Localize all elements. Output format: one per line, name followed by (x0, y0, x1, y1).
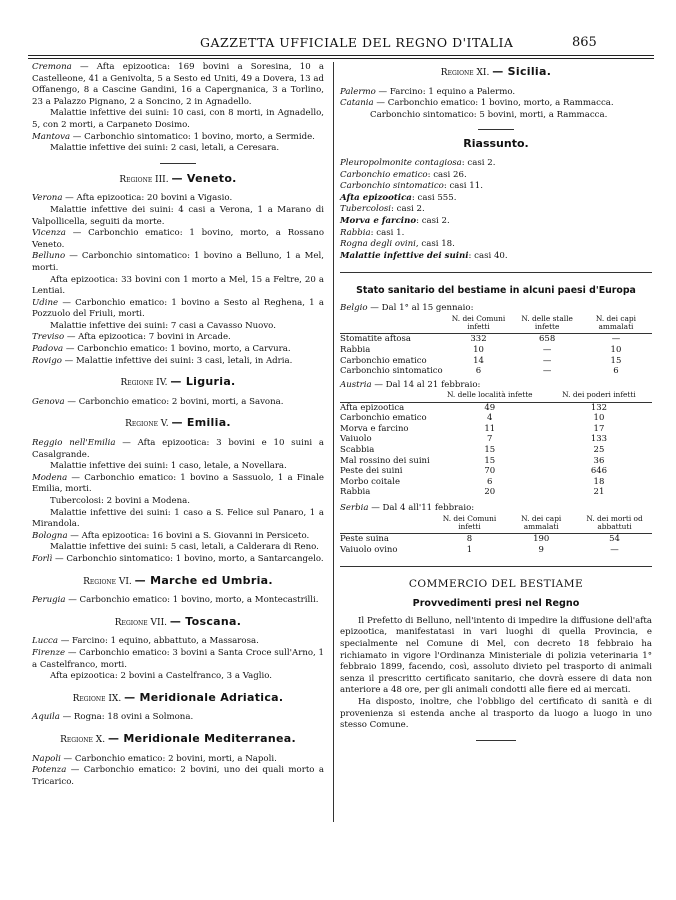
entry-text: — Carbonchio ematico: 1 bovino, morto, a Carvura. (63, 344, 291, 355)
region-heading-marche-umbria (32, 575, 324, 589)
entry-forli (32, 554, 324, 566)
cell-value: 132 (590, 402, 608, 413)
entry-cremona (32, 62, 324, 108)
riassunto-item (340, 181, 652, 193)
cell-value: 190 (533, 534, 550, 545)
belgio-table (340, 315, 652, 377)
place-name: Palermo (340, 86, 376, 97)
header-rule (28, 55, 654, 56)
riassunto-item (340, 239, 652, 251)
region-label: Regione IV. (120, 378, 168, 389)
region-name: — Liguria. (170, 375, 236, 389)
cell-value: 36 (593, 455, 605, 466)
case-count: : casi 26. (427, 169, 467, 180)
entry-text: — Carbonchio ematico: 2 bovini, morti, a Savona. (64, 396, 284, 407)
entry-text: — Carbonchio sintomatico: 1 bovino a Belluno, 1 a Mel, morti. (32, 251, 324, 273)
cell-value: — (542, 344, 552, 355)
page-number: 865 (572, 35, 597, 50)
row-label: Mal rossino dei suini (340, 455, 430, 466)
case-count: : casi 40. (468, 250, 508, 261)
row-label: Scabbia (340, 445, 375, 456)
cell-value: 18 (593, 476, 605, 487)
entry-text: — Carbonchio sintomatico: 1 bovino, morto, a Sermide. (70, 131, 315, 142)
column-header (340, 315, 443, 334)
entry-catania-sintomatico: Carbonchio sintomatico: 5 bovini, morti, a Rammacca. (370, 109, 608, 120)
cell-value: 17 (593, 423, 605, 434)
case-count: , casi 18. (415, 239, 455, 250)
country-name: Serbia (340, 503, 369, 514)
header-rule-thin (28, 58, 654, 59)
row-label: Morva e farcino (340, 423, 409, 434)
entry-firenze-afta: Afta epizootica: 2 bovini a Castelfranco, 3 a Vaglio. (50, 671, 273, 682)
entry-potenza (32, 765, 324, 788)
column-header (340, 391, 434, 402)
cell-value: 646 (590, 466, 608, 477)
riassunto-item (340, 158, 652, 170)
country-belgio (340, 303, 652, 315)
row-label: Rabbia (340, 344, 371, 355)
place-name: Belluno (32, 251, 66, 262)
riassunto-list (340, 158, 652, 262)
table-row (340, 477, 652, 488)
table-row (340, 402, 652, 413)
disease-name: Carbonchio sintomatico (340, 181, 444, 192)
region-label: Regione V. (125, 419, 169, 430)
place-name: Lucca (32, 636, 58, 647)
cell-value: 7 (487, 434, 493, 445)
cell-value: 6 (613, 366, 619, 377)
section-separator (160, 163, 196, 164)
end-separator (476, 740, 516, 741)
case-count: : casi 1. (370, 227, 405, 238)
place-name: Udine (32, 297, 59, 308)
table-header-row (340, 315, 652, 334)
region-label: Regione III. (119, 174, 169, 185)
column-header: N. dei morti od abbattuti (577, 515, 652, 534)
place-name: Potenza (32, 765, 67, 776)
entry-text: — Malattie infettive dei suini: 3 casi, letali, in Adria. (61, 355, 293, 366)
entry-text: — Afta epizootica: 3 bovini e 10 suini a Casalgrande. (32, 438, 324, 460)
row-label: Rabbia (340, 487, 371, 498)
entry-cremona-suini: Malattie infettive dei suini: 10 casi, con 8 morti, in Agnadello, 5, con 2 morti, a Carpaneto Dosimo. (32, 108, 324, 130)
place-name: Perugia (32, 595, 66, 606)
entry-padova (32, 344, 324, 356)
column-header: N. dei capi ammalati (505, 515, 577, 534)
entry-modena-tubercolosi: Tubercolosi: 2 bovini a Modena. (50, 496, 190, 506)
place-name: Forlì (32, 553, 53, 564)
entry-udine (32, 298, 324, 321)
row-label: Afta epizootica (340, 402, 405, 413)
table-row (340, 413, 652, 424)
entry-text: — Carbonchio ematico: 1 bovino, morto, a Rossano Veneto. (32, 228, 324, 250)
entry-text: — Carbonchio sintomatico: 1 bovino, morto, a Santarcangelo. (52, 553, 324, 564)
disease-name: Tubercolosi (340, 204, 392, 215)
cell-value: — (610, 545, 619, 556)
disease-name: Afta epizootica (340, 192, 412, 203)
row-label: Carbonchio ematico (340, 355, 427, 366)
entry-reggio-suini: Malattie infettive dei suini: 1 caso, letale, a Novellara. (50, 461, 287, 472)
cell-value: 11 (484, 423, 496, 434)
cell-value: 332 (470, 334, 487, 345)
cell-value: 49 (484, 402, 496, 413)
table-header-row (340, 391, 652, 402)
table-row (340, 534, 652, 545)
table-row (340, 366, 652, 377)
column-header: N. dei capi ammalati (580, 315, 652, 334)
disease-name: Rabbia (340, 227, 371, 238)
region-name: — Emilia. (171, 416, 231, 430)
cell-value: 25 (593, 445, 605, 456)
entry-text: — Carbonchio ematico: 1 bovino, morto, a Rammacca. (373, 98, 614, 109)
section-separator (478, 129, 514, 130)
column-divider (333, 62, 334, 822)
riassunto-item (340, 228, 652, 240)
cell-value: 10 (473, 344, 484, 355)
place-name: Genova (32, 396, 65, 407)
gazette-header-title: GAZZETTA UFFICIALE DEL REGNO D'ITALIA (200, 35, 514, 50)
row-label: Peste suina (340, 534, 389, 545)
left-column (32, 62, 324, 788)
entry-napoli (32, 754, 324, 766)
table-row (340, 545, 652, 556)
region-label: Regione VII. (114, 617, 167, 628)
table-row (340, 334, 652, 345)
case-count: : casi 2. (416, 215, 450, 226)
place-name: Mantova (32, 131, 71, 142)
riassunto-item (340, 204, 652, 216)
cell-value: 133 (590, 434, 608, 445)
cell-value: 70 (484, 466, 496, 477)
entry-mantova (32, 132, 324, 144)
region-label: Regione X. (60, 734, 106, 745)
region-heading-meridionale-adriatica (32, 692, 324, 706)
column-header (340, 515, 434, 534)
provvedimenti-subheading: Provvedimenti presi nel Regno (412, 598, 580, 610)
entry-palermo (340, 87, 652, 99)
entry-text: — Afta epizootica: 7 bovini in Arcade. (64, 332, 231, 343)
cell-value: 4 (487, 413, 493, 424)
region-name: — Toscana. (169, 614, 242, 628)
section-rule (340, 272, 652, 273)
cell-value: 8 (466, 534, 473, 545)
entry-text: — Carbonchio ematico: 2 bovini, uno dei quali morto a Tricarico. (32, 765, 324, 787)
entry-genova (32, 397, 324, 409)
entry-text: — Afta epizootica: 169 bovini a Soresina, 10 a Castelleone, 41 a Genivolta, 5 a Sesto ed Uniti, 49 a Dovera, 13 ad Offanengo, 8 a Cascine Gandini, 16 a Capergnanica, 3 a Torlino, 23 a Palazzo Pignano, 2 a Soncino, 2 in Agnadello. (32, 62, 324, 107)
table-row (340, 345, 652, 356)
disease-name: Rogna degli ovini (340, 239, 416, 250)
region-name: — Meridionale Mediterranea. (107, 731, 296, 745)
country-period: — Dal 14 al 21 febbraio: (371, 379, 481, 390)
cell-value: 10 (593, 413, 605, 424)
column-header: N. dei poderi infetti (546, 391, 652, 402)
row-label: Stomatite aftosa (340, 334, 411, 345)
region-heading-meridionale-mediterranea (32, 733, 324, 747)
entry-catania (340, 98, 652, 110)
cell-value: 6 (487, 476, 493, 487)
place-name: Padova (32, 344, 64, 355)
column-header: N. delle località infette (434, 391, 546, 402)
entry-perugia (32, 595, 324, 607)
table-row (340, 466, 652, 477)
disease-name: Pleuropolmonite contagiosa (340, 157, 462, 168)
table-row (340, 445, 652, 456)
region-heading-liguria (32, 376, 324, 390)
entry-vicenza (32, 228, 324, 251)
cell-value: 1 (466, 545, 473, 556)
entry-text: — Rogna: 18 ovini a Solmona. (59, 712, 194, 723)
cell-value: 658 (539, 334, 556, 345)
region-label: Regione IX. (72, 693, 122, 704)
entry-text: — Carbonchio ematico: 2 bovini, morti, a Napoli. (60, 753, 277, 764)
commercio-heading: COMMERCIO DEL BESTIAME (408, 577, 584, 590)
entry-text: — Carbonchio ematico: 1 bovino a Sesto al Reghena, 1 a Pozzuolo del Friuli, morti. (32, 297, 324, 320)
table-row (340, 487, 652, 498)
entry-udine-suini: Malattie infettive dei suini: 7 casi a Cavasso Nuovo. (50, 320, 276, 331)
stato-sanitario-heading: Stato sanitario del bestiame in alcuni paesi d'Europa (356, 285, 636, 297)
entry-belluno (32, 251, 324, 274)
cell-value: 15 (484, 455, 496, 466)
region-label: Regione XI. (440, 68, 490, 78)
cell-value: 10 (610, 344, 622, 355)
region-heading-toscana (32, 616, 324, 630)
country-period: — Dal 1° al 15 gennaio: (367, 302, 474, 313)
region-name: — Sicilia. (492, 65, 552, 78)
entry-reggio (32, 438, 324, 461)
entry-lucca (32, 636, 324, 648)
table-row (340, 434, 652, 445)
cell-value: 15 (484, 445, 496, 456)
cell-value: 6 (475, 366, 482, 377)
austria-table (340, 391, 652, 498)
place-name: Verona (32, 193, 63, 204)
riassunto-heading: Riassunto. (463, 137, 529, 151)
row-label: Carbonchio sintomatico (340, 366, 443, 377)
disease-name: Morva e farcino (340, 215, 417, 226)
country-name: Austria (340, 379, 372, 390)
place-name: Catania (340, 98, 374, 109)
entry-treviso (32, 332, 324, 344)
place-name: Firenze (32, 647, 66, 658)
place-name: Reggio nell'Emilia (32, 438, 116, 449)
region-name: — Marche ed Umbria. (134, 573, 273, 587)
place-name: Cremona (32, 62, 72, 72)
row-label: Peste dei suini (340, 466, 403, 477)
region-name: — Meridionale Adriatica. (124, 690, 284, 704)
country-name: Belgio (340, 302, 368, 313)
place-name: Treviso (32, 332, 65, 343)
entry-text: — Farcino: 1 equino, abbattuto, a Massarosa. (58, 636, 259, 647)
row-label: Morbo coitale (340, 476, 400, 487)
entry-text: — Afta epizootica: 16 bovini a S. Giovanni in Persiceto. (67, 530, 310, 541)
entry-rovigo (32, 356, 324, 368)
cell-value: — (542, 366, 552, 377)
disease-name: Malattie infettive dei suini (340, 250, 469, 261)
disease-name: Carbonchio ematico (340, 169, 428, 180)
cell-value: 20 (484, 487, 496, 498)
entry-aquila (32, 712, 324, 724)
entry-modena (32, 473, 324, 496)
country-serbia (340, 503, 652, 515)
table-row (340, 456, 652, 467)
column-header: N. dei Comuni infetti (434, 515, 506, 534)
place-name: Rovigo (32, 355, 62, 366)
case-count: : casi 2. (391, 204, 425, 215)
riassunto-item (340, 193, 652, 205)
table-row (340, 424, 652, 435)
place-name: Vicenza (32, 228, 66, 239)
column-header: N. dei Comuni infetti (443, 315, 515, 334)
entry-text: — Carbonchio ematico: 1 bovino, morto, a Montecastrilli. (65, 595, 319, 606)
entry-verona-suini: Malattie infettive dei suini: 4 casi a Verona, 1 a Marano di Valpollicella, seguiti da morte. (32, 204, 324, 227)
cell-value: 21 (593, 487, 605, 498)
cell-value: 14 (473, 355, 484, 366)
entry-text: — Carbonchio ematico: 3 bovini a Santa Croce sull'Arno, 1 a Castelfranco, morti. (32, 647, 324, 670)
case-count: : casi 11. (443, 181, 483, 192)
case-count: : casi 2. (461, 157, 496, 168)
cell-value: 15 (610, 355, 622, 366)
entry-text: — Farcino: 1 equino a Palermo. (375, 86, 516, 97)
row-label: Vaiuolo (340, 434, 372, 445)
table-header-row (340, 515, 652, 534)
place-name: Bologna (32, 530, 68, 541)
region-heading-sicilia (340, 66, 652, 80)
right-column (340, 62, 652, 741)
riassunto-item (340, 251, 652, 263)
table-row (340, 356, 652, 367)
entry-verona (32, 193, 324, 205)
entry-belluno-afta: Afta epizootica: 33 bovini con 1 morto a Mel, 15 a Feltre, 20 a Lentiai. (32, 274, 324, 297)
entry-mantova-suini: Malattie infettive dei suini: 2 casi, letali, a Ceresara. (50, 143, 280, 154)
section-rule (340, 566, 652, 567)
place-name: Aquila (32, 712, 60, 723)
entry-text: — Carbonchio ematico: 1 bovino a Sassuolo, 1 a Finale Emilia, morti. (32, 472, 324, 495)
place-name: Modena (32, 472, 68, 483)
region-heading-veneto (32, 173, 324, 187)
cell-value: 9 (538, 545, 544, 556)
country-period: — Dal 4 all'11 febbraio: (368, 503, 475, 514)
commercio-paragraph: Il Prefetto di Belluno, nell'intento di impedire la diffusione dell'afta epizootica, manifestatasi in vari luoghi di quella Provincia, e specialmente nel Comune di Mel, con decreto 18 febbraio ha richiamato in vigore l'Ordinanza Ministeriale di polizia veterinaria 1° febbraio 1899, facendo, così, assoluto divieto pel trasporto di animali senza il prescritto certificato sanitario, che dovrà essere di data non anteriore a 48 ore, per gli animali condotti alle fiere ed ai mercati. (340, 615, 652, 696)
cell-value: — (542, 355, 552, 366)
commercio-paragraph: Ha disposto, inoltre, che l'obbligo del certificato di sanità e di provenienza si estenda anche al trasporto da luogo a luogo in uno stesso Comune. (340, 696, 652, 731)
riassunto-item (340, 170, 652, 182)
region-heading-emilia (32, 417, 324, 431)
row-label: Vaiuolo ovino (340, 545, 398, 556)
cell-value: 54 (609, 534, 620, 545)
entry-bologna-suini: Malattie infettive dei suini: 5 casi, letali, a Calderara di Reno. (50, 542, 319, 553)
region-name: — Veneto. (171, 171, 237, 185)
place-name: Napoli (32, 753, 61, 764)
cell-value: — (611, 334, 621, 345)
entry-firenze (32, 648, 324, 671)
column-header: N. delle stalle infette (514, 315, 580, 334)
entry-text: — Afta epizootica: 20 bovini a Vigasio. (62, 193, 233, 204)
region-label: Regione VI. (83, 576, 132, 587)
row-label: Carbonchio ematico (340, 413, 427, 424)
entry-bologna (32, 531, 324, 543)
riassunto-item (340, 216, 652, 228)
case-count: : casi 555. (411, 192, 457, 203)
entry-modena-suini: Malattie infettive dei suini: 1 caso a S. Felice sul Panaro, 1 a Mirandola. (32, 507, 324, 530)
serbia-table (340, 515, 652, 556)
